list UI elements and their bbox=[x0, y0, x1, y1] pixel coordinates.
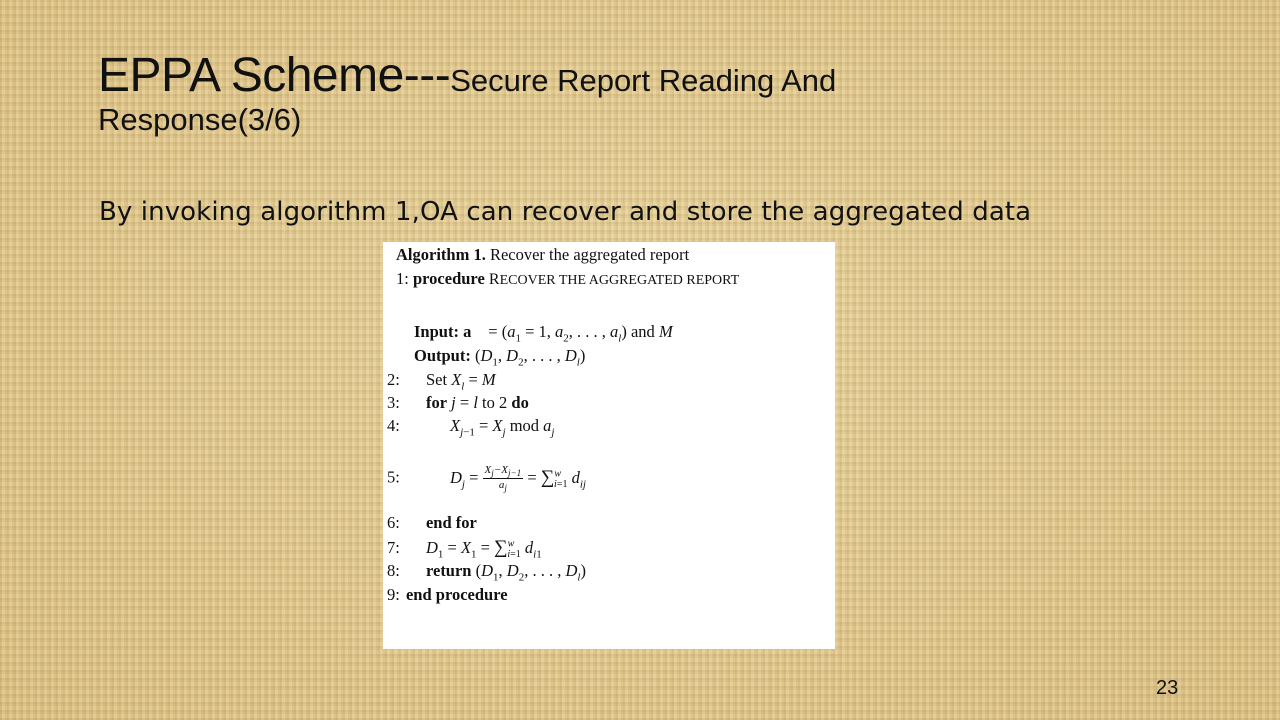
fraction: $\frac{X_j-X_{j-1}}{a_j}$ bbox=[484, 464, 522, 494]
line-number: 5: bbox=[387, 467, 400, 487]
algorithm-line-4: 4: $X_{j-1} = X_j$ mod $a_j$ bbox=[387, 416, 555, 439]
algorithm-heading-label: Algorithm 1. bbox=[396, 245, 486, 264]
title-subtitle: Secure Report Reading And bbox=[450, 63, 837, 98]
title-main: EPPA Scheme--- bbox=[98, 49, 451, 102]
line-number: 4: bbox=[387, 416, 400, 435]
line-number: 6: bbox=[387, 513, 400, 532]
algorithm-line-7: 7: $D_1 = X_1 = \sum^w_{i=1}$ $d_{i1}$ bbox=[387, 537, 542, 561]
algorithm-line-3: 3: for j = l to 2 do bbox=[387, 393, 529, 412]
algorithm-heading bbox=[396, 245, 689, 265]
algorithm-line-6: 6: end for bbox=[387, 513, 477, 532]
slide-title bbox=[98, 49, 1198, 137]
page-number: 23 bbox=[1156, 677, 1179, 699]
line-number: 1: bbox=[396, 269, 409, 288]
line-number: 7: bbox=[387, 538, 400, 557]
algorithm-line-5: 5: $D_j$ = $\frac{X_j-X_{j-1}}{a_j}$ = ∑$^w_{i=1}$ $d_{ij}$ bbox=[387, 464, 586, 494]
algorithm-box bbox=[383, 242, 835, 649]
title-subtitle-line2: Response(3/6) bbox=[98, 102, 302, 137]
algorithm-input-line: Input: a⃗ = ($a_1 = 1$, $a_2$, . . . , $a_l$) and M bbox=[414, 322, 673, 345]
algorithm-output-line: Output: ($D_1$, $D_2$, . . . , $D_l$) bbox=[414, 346, 586, 369]
algorithm-line-8: 8: return ($D_1$, $D_2$, . . . , $D_l$) bbox=[387, 561, 586, 584]
line-number: 3: bbox=[387, 393, 400, 412]
line-number: 2: bbox=[387, 370, 400, 389]
algorithm-line-2: 2: Set $X_l = M$ bbox=[387, 370, 496, 393]
algorithm-line-1: 1: procedure RECOVER THE AGGREGATED REPORT bbox=[396, 269, 740, 288]
algorithm-line-9: 9: end procedure bbox=[387, 585, 508, 604]
line-number: 8: bbox=[387, 561, 400, 580]
algorithm-heading-text: Recover the aggregated report bbox=[489, 245, 690, 264]
body-text: By invoking algorithm 1,OA can recover and store the aggregated data bbox=[99, 197, 1032, 227]
line-number: 9: bbox=[387, 585, 400, 604]
